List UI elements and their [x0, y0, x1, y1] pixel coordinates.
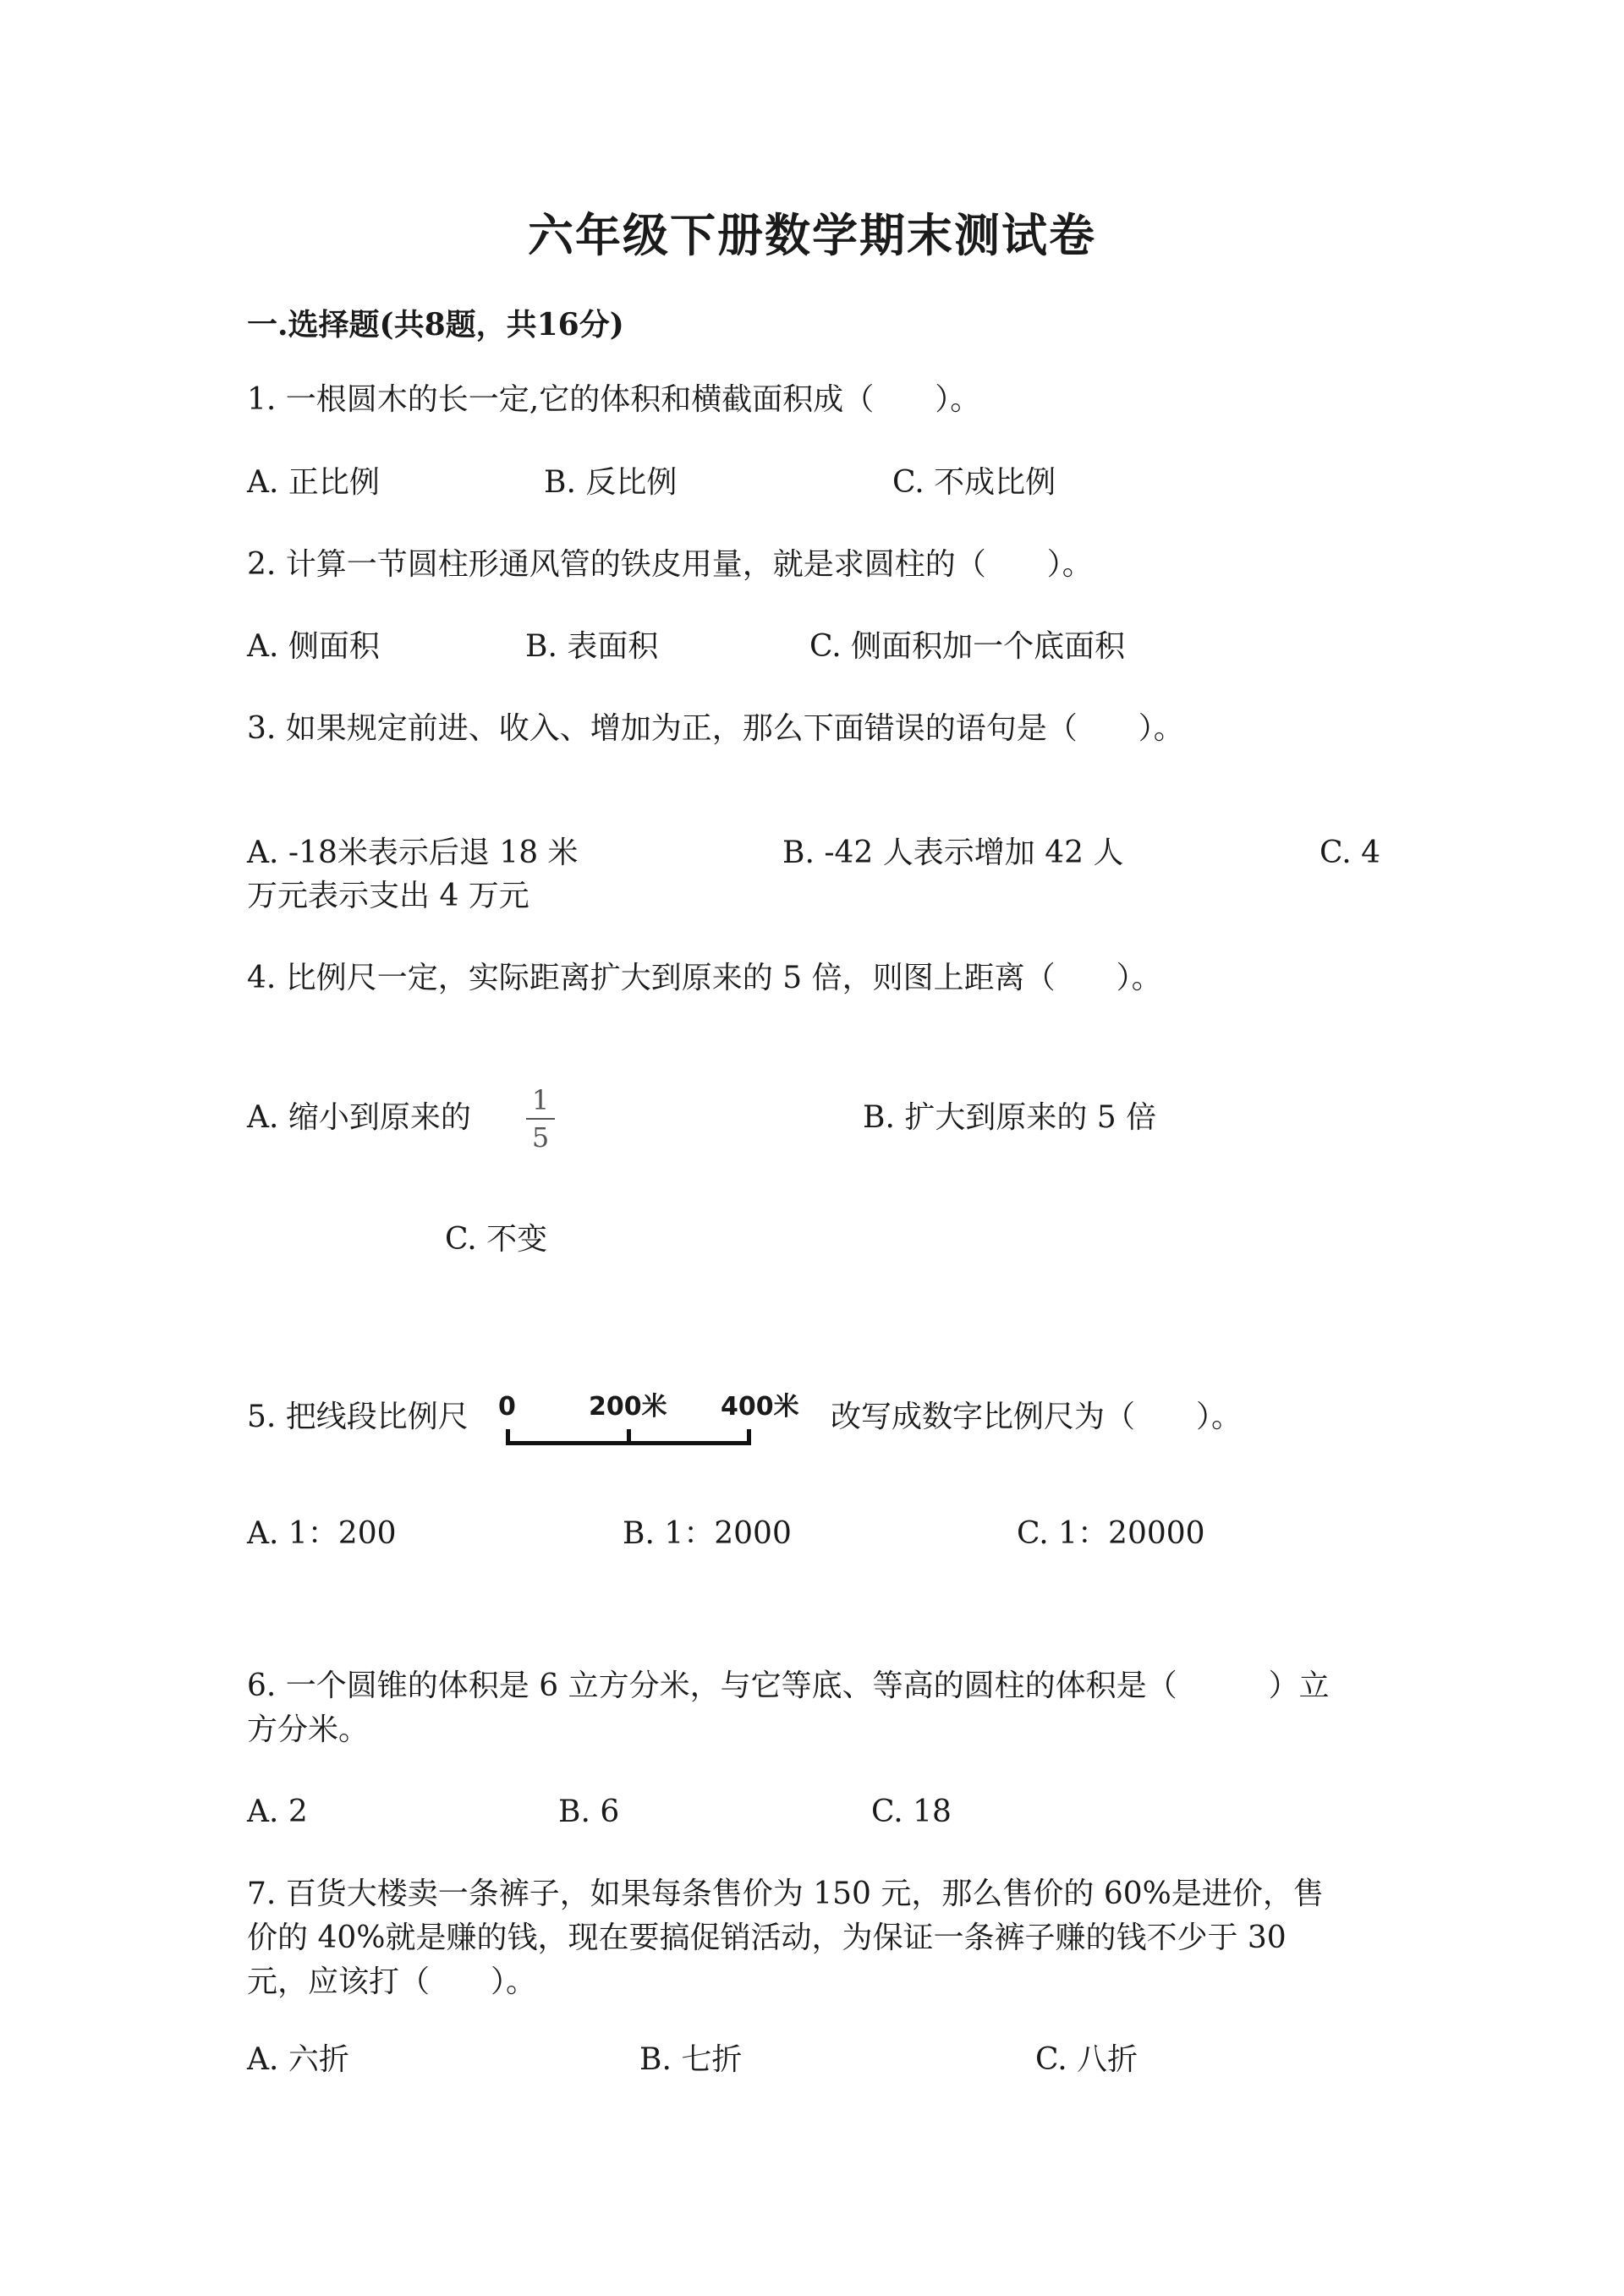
question-7-option-b: B. 七折: [639, 2042, 743, 2077]
question-3-option-c: C. 4: [1320, 836, 1381, 870]
fraction-denominator: 5: [531, 1121, 550, 1153]
question-7-text-line-3: 元，应该打（ ）。: [247, 1964, 537, 1999]
question-2-option-a: A. 侧面积: [247, 629, 380, 664]
question-7-option-c: C. 八折: [1035, 2042, 1138, 2077]
question-5-text-after: 改写成数字比例尺为（ ）。: [831, 1400, 1243, 1434]
question-1-option-a: A. 正比例: [247, 465, 380, 500]
scale-label-0: 0: [498, 1392, 516, 1422]
question-2-text: 2. 计算一节圆柱形通风管的铁皮用量，就是求圆柱的（ ）。: [247, 547, 1093, 582]
question-4-option-b: B. 扩大到原来的 5 倍: [863, 1100, 1157, 1135]
question-1-text: 1. 一根圆木的长一定,它的体积和横截面积成（ ）。: [247, 382, 981, 417]
scale-tick-200: [627, 1429, 631, 1445]
scale-label-400: 400米: [721, 1392, 799, 1422]
question-2-option-c: C. 侧面积加一个底面积: [809, 629, 1126, 664]
line-segment-scale: [494, 1387, 807, 1455]
question-7-option-a: A. 六折: [247, 2042, 349, 2077]
question-2-option-b: B. 表面积: [525, 629, 659, 664]
question-6-option-b: B. 6: [558, 1795, 620, 1829]
question-4-option-a: A. 缩小到原来的: [247, 1100, 471, 1135]
question-5-text-before: 5. 把线段比例尺: [247, 1400, 469, 1434]
scale-label-200: 200米: [589, 1392, 667, 1422]
fraction-numerator: 1: [531, 1084, 550, 1116]
question-7-text-line-2: 价的 40%就是赚的钱，现在要搞促销活动，为保证一条裤子赚的钱不少于 30: [247, 1921, 1287, 1955]
question-6-option-c: C. 18: [871, 1795, 952, 1829]
question-3-option-a: A. -18米表示后退 18 米: [247, 836, 579, 870]
page-title: 六年级下册数学期末测试卷: [528, 208, 1096, 262]
question-4-text: 4. 比例尺一定，实际距离扩大到原来的 5 倍，则图上距离（ ）。: [247, 961, 1162, 995]
question-4-option-c: C. 不变: [445, 1222, 548, 1257]
question-1-option-c: C. 不成比例: [892, 465, 1056, 500]
scale-tick-0: [506, 1429, 510, 1445]
question-3-option-c-continued: 万元表示支出 4 万元: [247, 879, 529, 913]
question-5-option-b: B. 1：2000: [623, 1516, 792, 1551]
question-3-text: 3. 如果规定前进、收入、增加为正，那么下面错误的语句是（ ）。: [247, 711, 1184, 746]
question-6-option-a: A. 2: [247, 1795, 308, 1829]
question-7-text-line-1: 7. 百货大楼卖一条裤子，如果每条售价为 150 元，那么售价的 60%是进价，售: [247, 1877, 1324, 1911]
section-heading: 一.选择题(共8题，共16分): [247, 307, 624, 342]
question-3-option-b: B. -42 人表示增加 42 人: [782, 836, 1124, 870]
scale-tick-400: [747, 1429, 751, 1445]
question-1-option-b: B. 反比例: [544, 465, 678, 500]
question-5-option-c: C. 1：20000: [1017, 1516, 1205, 1551]
question-5-option-a: A. 1：200: [247, 1516, 397, 1551]
fraction-one-fifth: [526, 1084, 555, 1153]
question-6-text-line-2: 方分米。: [247, 1712, 370, 1747]
question-6-text-line-1: 6. 一个圆锥的体积是 6 立方分米，与它等底、等高的圆柱的体积是（ ）立: [247, 1669, 1330, 1703]
fraction-bar: [526, 1118, 555, 1120]
